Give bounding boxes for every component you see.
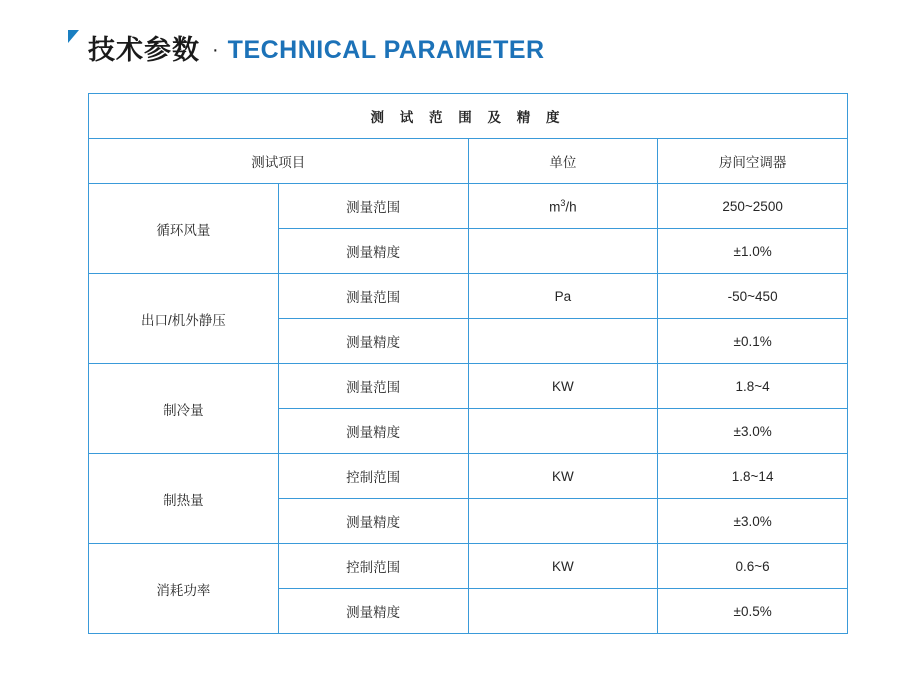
table-header-row (89, 139, 848, 184)
row-value: ±1.0% (658, 229, 848, 274)
row-group-label: 出口/机外静压 (89, 274, 279, 364)
row-value: -50~450 (658, 274, 848, 319)
corner-accent-icon (68, 30, 79, 43)
column-header-unit: 单位 (468, 139, 658, 184)
row-unit (468, 229, 658, 274)
row-unit: KW (468, 364, 658, 409)
column-header-item: 测试项目 (89, 139, 469, 184)
table-row (89, 544, 848, 589)
row-value: ±3.0% (658, 499, 848, 544)
row-group-label: 制冷量 (89, 364, 279, 454)
row-value: 0.6~6 (658, 544, 848, 589)
row-group-label: 循环风量 (89, 184, 279, 274)
row-value: ±3.0% (658, 409, 848, 454)
row-item-label: 控制范围 (278, 544, 468, 589)
row-item-label: 测量精度 (278, 409, 468, 454)
row-unit: KW (468, 454, 658, 499)
row-unit (468, 319, 658, 364)
page-title-cn: 技术参数 (88, 34, 200, 65)
row-item-label: 测量精度 (278, 589, 468, 634)
row-item-label: 测量范围 (278, 274, 468, 319)
parameter-table-container (88, 93, 848, 634)
row-unit (468, 409, 658, 454)
table-row (89, 274, 848, 319)
row-item-label: 测量精度 (278, 319, 468, 364)
table-caption-row (89, 94, 848, 139)
row-unit: Pa (468, 274, 658, 319)
row-item-label: 测量精度 (278, 499, 468, 544)
row-item-label: 控制范围 (278, 454, 468, 499)
row-item-label: 测量范围 (278, 364, 468, 409)
row-group-label: 消耗功率 (89, 544, 279, 634)
row-unit (468, 589, 658, 634)
page-title-en: TECHNICAL PARAMETER (227, 35, 545, 64)
row-unit (468, 499, 658, 544)
row-value: 1.8~14 (658, 454, 848, 499)
row-item-label: 测量范围 (278, 184, 468, 229)
row-value: 250~2500 (658, 184, 848, 229)
row-group-label: 制热量 (89, 454, 279, 544)
table-caption: 测 试 范 围 及 精 度 (89, 94, 848, 139)
row-unit: KW (468, 544, 658, 589)
row-unit: $m^3/h$ (468, 184, 658, 229)
row-value: 1.8~4 (658, 364, 848, 409)
row-value: ±0.1% (658, 319, 848, 364)
row-item-label: 测量精度 (278, 229, 468, 274)
table-row (89, 184, 848, 229)
page-header (88, 28, 545, 72)
parameter-table (88, 93, 848, 634)
column-header-product: 房间空调器 (658, 139, 848, 184)
table-row (89, 364, 848, 409)
table-row (89, 454, 848, 499)
row-value: ±0.5% (658, 589, 848, 634)
title-separator: · (212, 39, 219, 61)
